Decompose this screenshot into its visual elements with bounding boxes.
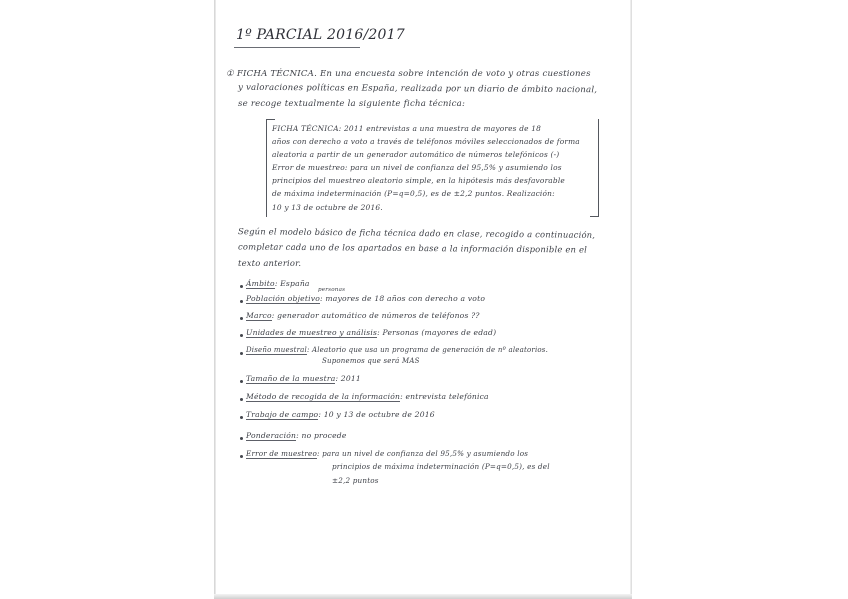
list-bullet bbox=[240, 317, 243, 320]
item-label: Población objetivo bbox=[246, 294, 320, 303]
item-text: : Aleatorio que usa un programa de generación de nº aleatorios. bbox=[307, 346, 549, 354]
item-label: Ámbito bbox=[246, 279, 275, 288]
item-note: personas bbox=[318, 287, 346, 293]
item-label: Error de muestreo bbox=[246, 449, 317, 458]
list-item bbox=[246, 431, 347, 440]
item-text-continued: ±2,2 puntos bbox=[332, 476, 379, 485]
list-item bbox=[246, 410, 435, 419]
item-text: : mayores de 18 años con derecho a voto bbox=[319, 294, 486, 303]
item-text: : 10 y 13 de octubre de 2016 bbox=[318, 410, 435, 419]
ficha-line: 10 y 13 de octubre de 2016. bbox=[272, 203, 383, 212]
item-label: Marco bbox=[246, 311, 272, 320]
list-bullet bbox=[240, 352, 243, 355]
list-bullet bbox=[240, 380, 243, 383]
question-line: Según el modelo básico de ficha técnica dado en clase, recogido a continuación, bbox=[237, 226, 596, 240]
item-label: Método de recogida de la información bbox=[246, 392, 401, 401]
page-title: 1º PARCIAL 2016/2017 bbox=[236, 27, 405, 43]
list-item bbox=[246, 374, 361, 383]
ficha-line: años con derecho a voto a través de teléfonos móviles seleccionados de forma bbox=[272, 137, 580, 146]
item-text-continued: principios de máxima indeterminación (P=q=0,5), es del bbox=[332, 462, 550, 471]
intro-line: ① FICHA TÉCNICA. En una encuesta sobre intención de voto y otras cuestiones bbox=[226, 69, 591, 79]
item-text: : generador automático de números de teléfonos ?? bbox=[271, 311, 480, 320]
item-label: Unidades de muestreo y análisis bbox=[246, 328, 378, 337]
intro-line: se recoge textualmente la siguiente ficha técnica: bbox=[238, 99, 466, 109]
ficha-line: FICHA TÉCNICA: 2011 entrevistas a una muestra de mayores de 18 bbox=[272, 124, 542, 133]
list-bullet bbox=[240, 334, 243, 337]
list-bullet bbox=[240, 285, 243, 288]
list-bullet bbox=[240, 300, 243, 303]
list-item bbox=[246, 294, 485, 303]
item-text: : Personas (mayores de edad) bbox=[377, 328, 497, 337]
ficha-line: Error de muestreo: para un nivel de confianza del 95,5% y asumiendo los bbox=[272, 163, 562, 172]
list-bullet bbox=[240, 398, 243, 401]
list-item bbox=[246, 311, 480, 320]
page-right-edge bbox=[630, 0, 632, 599]
item-label: Ponderación bbox=[246, 431, 297, 440]
item-label: Diseño muestral bbox=[246, 346, 307, 354]
item-label: Trabajo de campo bbox=[246, 410, 319, 419]
title-underline bbox=[234, 47, 360, 48]
list-item bbox=[246, 449, 528, 458]
intro-line: y valoraciones políticas en España, realizada por un diario de ámbito nacional, bbox=[237, 82, 598, 96]
page-left-edge bbox=[214, 0, 216, 599]
item-text: : 2011 bbox=[335, 374, 361, 383]
item-text: : España bbox=[274, 279, 310, 288]
list-item bbox=[246, 346, 548, 354]
item-text: : para un nivel de confianza del 95,5% y asumiendo los bbox=[317, 449, 529, 458]
list-item bbox=[246, 279, 310, 288]
ficha-line: aleatoria a partir de un generador automático de números telefónicos (-) bbox=[272, 150, 560, 159]
item-text: : entrevista telefónica bbox=[400, 392, 489, 401]
page-bottom-edge bbox=[214, 594, 632, 599]
list-bullet bbox=[240, 416, 243, 419]
item-label: Tamaño de la muestra bbox=[246, 374, 336, 383]
list-item bbox=[246, 328, 496, 337]
item-text-continued: Suponemos que será MAS bbox=[322, 357, 420, 365]
list-bullet bbox=[240, 437, 243, 440]
list-item bbox=[246, 392, 489, 401]
question-line: texto anterior. bbox=[238, 258, 302, 268]
question-line: completar cada uno de los apartados en base a la información disponible en el bbox=[237, 241, 588, 255]
item-text: : no procede bbox=[296, 431, 347, 440]
list-bullet bbox=[240, 455, 243, 458]
ficha-line: de máxima indeterminación (P=q=0,5), es de ±2,2 puntos. Realización: bbox=[272, 189, 555, 198]
ficha-line: principios del muestreo aleatorio simple, en la hipótesis más desfavorable bbox=[272, 176, 565, 185]
